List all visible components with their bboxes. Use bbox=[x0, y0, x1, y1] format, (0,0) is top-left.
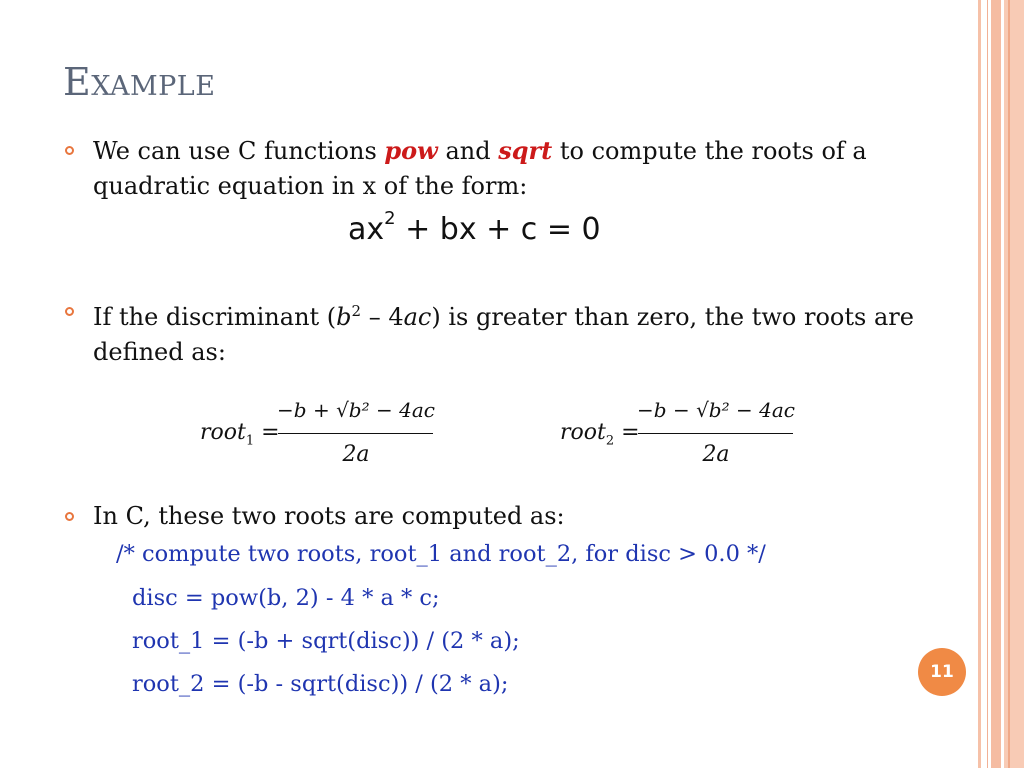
decor-stripe bbox=[1008, 0, 1010, 768]
bullet-1-part: to compute the roots of a quadratic equation in x of the form: bbox=[93, 137, 867, 200]
decor-stripe bbox=[1004, 0, 1024, 768]
decor-stripe bbox=[991, 0, 1001, 768]
keyword-sqrt: sqrt bbox=[498, 136, 553, 165]
equation-exponent: 2 bbox=[384, 208, 396, 229]
bullet-2-part: – 4 bbox=[361, 303, 404, 331]
quadratic-equation bbox=[348, 208, 601, 247]
code-line-root-1: root_1 = (-b + sqrt(disc)) / (2 * a); bbox=[132, 628, 520, 654]
bullet-3-text: In C, these two roots are computed as: bbox=[93, 502, 565, 530]
bullet-icon bbox=[65, 307, 74, 316]
decor-stripe bbox=[987, 0, 988, 768]
discriminant-exponent: 2 bbox=[351, 302, 362, 320]
root-2-name: root bbox=[560, 420, 606, 445]
bullet-icon bbox=[65, 512, 74, 521]
bullet-1-text bbox=[93, 133, 983, 204]
root-1-subscript: 1 bbox=[245, 433, 255, 449]
bullet-2-part: If the discriminant ( bbox=[93, 303, 337, 331]
bullet-2-text bbox=[93, 294, 983, 370]
root-1-numerator: −b + √b² − 4ac bbox=[277, 398, 435, 422]
slide-title: Example bbox=[63, 60, 216, 104]
page-number-badge: 11 bbox=[918, 648, 966, 696]
root-2-denominator: 2a bbox=[702, 442, 730, 467]
equals-sign: = bbox=[614, 420, 640, 445]
code-line-disc: disc = pow(b, 2) - 4 * a * c; bbox=[132, 585, 440, 611]
bullet-2-part: ) is greater than zero, the two roots are defined as: bbox=[93, 303, 914, 366]
discriminant-b: b bbox=[336, 303, 352, 331]
root-2-subscript: 2 bbox=[605, 433, 615, 449]
code-comment: /* compute two roots, root_1 and root_2, for disc > 0.0 */ bbox=[116, 541, 766, 567]
root-1-name: root bbox=[200, 420, 246, 445]
decor-stripe bbox=[978, 0, 981, 768]
fraction-bar bbox=[638, 433, 793, 434]
bullet-icon bbox=[65, 146, 74, 155]
root-2-numerator: −b − √b² − 4ac bbox=[637, 398, 795, 422]
equals-sign: = bbox=[254, 420, 280, 445]
bullet-1-part: We can use C functions bbox=[93, 137, 385, 165]
equation-rest: + bx + c = 0 bbox=[395, 212, 601, 247]
discriminant-ac: ac bbox=[403, 303, 432, 331]
equation-ax: ax bbox=[348, 212, 385, 247]
code-line-root-2: root_2 = (-b - sqrt(disc)) / (2 * a); bbox=[132, 671, 509, 697]
root-1-denominator: 2a bbox=[342, 442, 370, 467]
bullet-1-part: and bbox=[437, 137, 499, 165]
keyword-pow: pow bbox=[384, 136, 438, 165]
fraction-bar bbox=[278, 433, 433, 434]
